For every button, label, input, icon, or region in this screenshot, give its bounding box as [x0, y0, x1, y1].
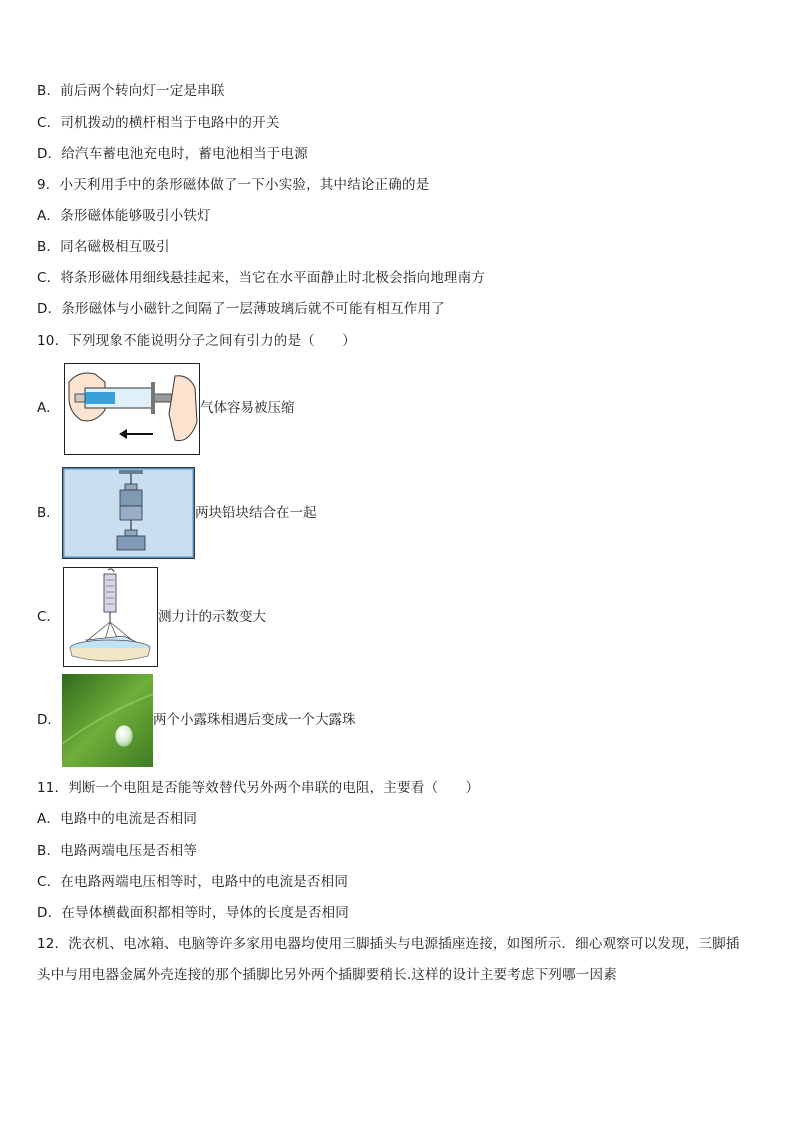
- q12-stem-line-1: 12．洗衣机、电冰箱、电脑等许多家用电器均使用三脚插头与电源插座连接，如图所示．细心观察可以发现，三脚插: [37, 936, 740, 952]
- q10-option-a-label: A．: [37, 400, 60, 416]
- q11-stem: 11．判断一个电阻是否能等效替代另外两个串联的电阻，主要看（ ）: [37, 780, 480, 796]
- q10-option-d-caption: 两个小露珠相遇后变成一个大露珠: [153, 712, 356, 728]
- syringe-figure: [64, 363, 200, 455]
- q10-option-d-label: D．: [37, 712, 61, 728]
- dew-drop-figure: [62, 674, 153, 767]
- q10-option-b-caption: 两块铅块结合在一起: [195, 505, 317, 521]
- q11-option-a: A．电路中的电流是否相同: [37, 811, 198, 827]
- q11-option-c: C．在电路两端电压相等时，电路中的电流是否相同: [37, 874, 349, 890]
- q8-option-c: C．司机拨动的横杆相当于电路中的开关: [37, 115, 280, 131]
- q10-option-a-caption: 气体容易被压缩: [200, 400, 295, 416]
- q9-option-c: C．将条形磁体用细线悬挂起来，当它在水平面静止时北极会指向地理南方: [37, 270, 486, 286]
- q9-option-d: D．条形磁体与小磁针之间隔了一层薄玻璃后就不可能有相互作用了: [37, 301, 445, 317]
- q10-option-b-label: B．: [37, 505, 60, 521]
- spring-scale-figure: [63, 567, 158, 667]
- q10-option-c-label: C．: [37, 609, 60, 625]
- q10-option-c-caption: 测力计的示数变大: [158, 609, 266, 625]
- q11-option-b: B．电路两端电压是否相等: [37, 843, 198, 859]
- q11-option-d: D．在导体横截面积都相等时，导体的长度是否相同: [37, 905, 349, 921]
- q8-option-d: D．给汽车蓄电池充电时，蓄电池相当于电源: [37, 146, 308, 162]
- q12-stem-line-2: 头中与用电器金属外壳连接的那个插脚比另外两个插脚要稍长.这样的设计主要考虑下列哪一因素: [37, 967, 617, 983]
- q10-stem: 10．下列现象不能说明分子之间有引力的是（ ）: [37, 333, 356, 349]
- q9-option-a: A．条形磁体能够吸引小铁灯: [37, 208, 211, 224]
- q8-option-b: B．前后两个转向灯一定是串联: [37, 83, 225, 99]
- q9-stem: 9．小天利用手中的条形磁体做了一下小实验，其中结论正确的是: [37, 177, 430, 193]
- q9-option-b: B．同名磁极相互吸引: [37, 239, 170, 255]
- lead-blocks-figure: [62, 467, 195, 559]
